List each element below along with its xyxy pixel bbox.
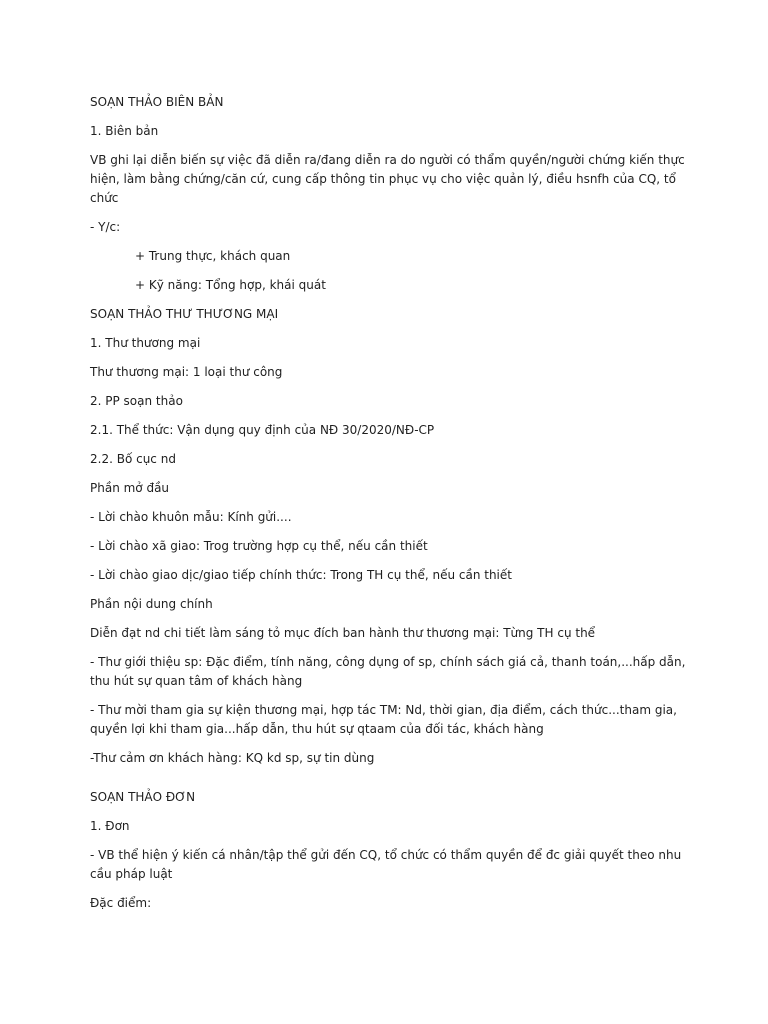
list-item: - Lời chào giao dịc/giao tiếp chính thức: Trong TH cụ thể, nếu cần thiết <box>90 568 512 582</box>
subheading-pp-soan-thao: 2. PP soạn thảo <box>90 394 183 408</box>
body-paragraph: Diễn đạt nd chi tiết làm sáng tỏ mục đích ban hành thư thương mại: Từng TH cụ thể <box>90 626 596 640</box>
list-item: - Thư mời tham gia sự kiện thương mại, hợp tác TM: Nd, thời gian, địa điểm, cách thức...tham gia, quyền lợi khi tham gia...hấp dẫn, thu hút sự qtaam của đối tác, khách hàng <box>90 703 677 736</box>
subheading-bo-cuc: 2.2. Bố cục nd <box>90 452 176 466</box>
document-page <box>90 93 690 923</box>
characteristics-label: Đặc điểm: <box>90 896 152 910</box>
definition-don: - VB thể hiện ý kiến cá nhân/tập thể gửi đến CQ, tổ chức có thẩm quyền để đc giải quyết theo nhu cầu pháp luật <box>90 848 682 881</box>
subheading-thu-thuong-mai: 1. Thư thương mại <box>90 336 201 350</box>
requirement-item: + Kỹ năng: Tổng hợp, khái quát <box>135 278 326 292</box>
subheading-bien-ban: 1. Biên bản <box>90 124 159 138</box>
requirements-label: - Y/c: <box>90 220 121 234</box>
subheading-the-thuc: 2.1. Thể thức: Vận dụng quy định của NĐ 30/2020/NĐ-CP <box>90 423 435 437</box>
section-label-mo-dau: Phần mở đầu <box>90 481 170 495</box>
heading-don: SOẠN THẢO ĐƠN <box>90 790 196 804</box>
requirement-item: + Trung thực, khách quan <box>135 249 291 263</box>
list-item: - Lời chào xã giao: Trog trường hợp cụ thể, nếu cần thiết <box>90 539 428 553</box>
list-item: - Lời chào khuôn mẫu: Kính gửi.... <box>90 510 292 524</box>
list-item: - Thư giới thiệu sp: Đặc điểm, tính năng, công dụng of sp, chính sách giá cả, thanh toán,...hấp dẫn, thu hút sự quan tâm of khách hàng <box>90 655 686 688</box>
list-item: -Thư cảm ơn khách hàng: KQ kd sp, sự tin dùng <box>90 751 375 765</box>
definition-thu-thuong-mai: Thư thương mại: 1 loại thư công <box>90 365 283 379</box>
section-label-noi-dung: Phần nội dung chính <box>90 597 213 611</box>
definition-bien-ban: VB ghi lại diễn biến sự việc đã diễn ra/đang diễn ra do người có thẩm quyền/người chứng kiến thực hiện, làm bằng chứng/căn cứ, cung cấp thông tin phục vụ cho việc quản lý, điều hsnfh của CQ, tổ chức <box>90 153 685 205</box>
heading-thu-thuong-mai: SOẠN THẢO THƯ THƯƠNG MẠI <box>90 307 279 321</box>
heading-bien-ban: SOẠN THẢO BIÊN BẢN <box>90 95 224 109</box>
subheading-don: 1. Đơn <box>90 819 130 833</box>
